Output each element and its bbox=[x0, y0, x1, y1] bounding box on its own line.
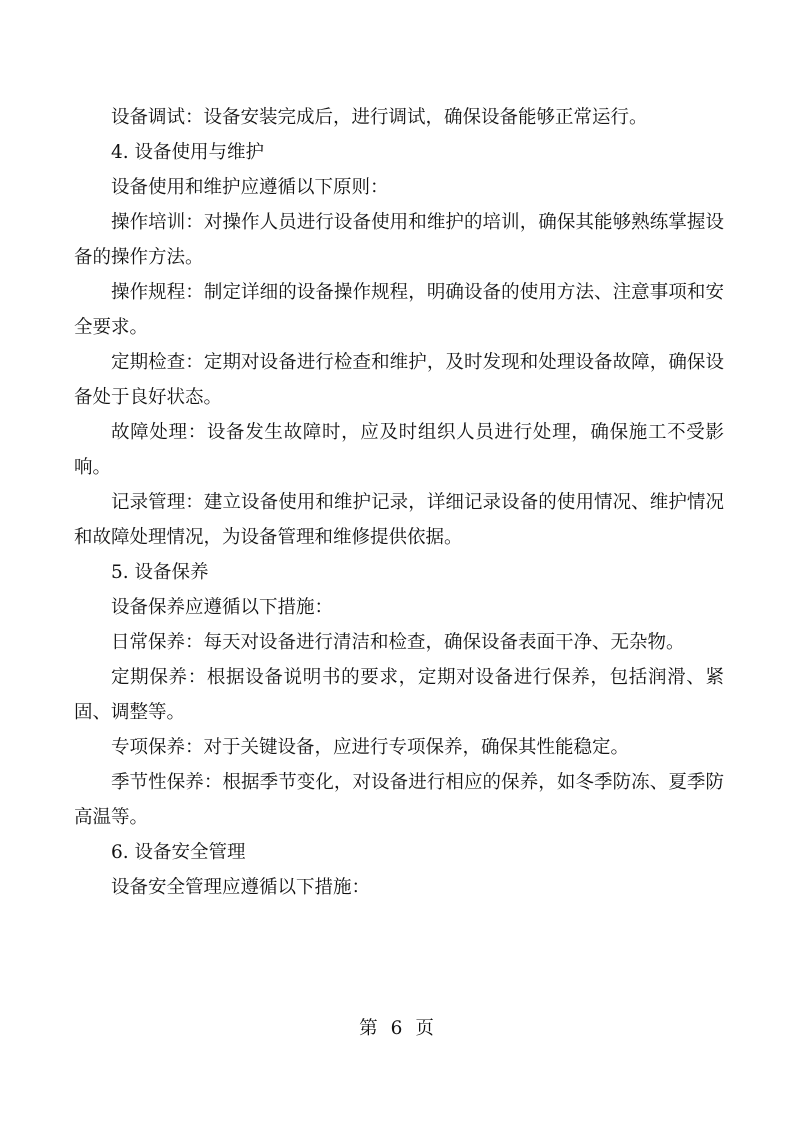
paragraph-regular-inspection: 定期检查：定期对设备进行检查和维护，及时发现和处理设备故障，确保设备处于良好状态。 bbox=[74, 352, 724, 408]
paragraph-operation-training: 操作培训：对操作人员进行设备使用和维护的培训，确保其能够熟练掌握设备的操作方法。 bbox=[74, 212, 724, 268]
section-heading-usage-maintenance: 4. 设备使用与维护 bbox=[111, 142, 265, 163]
paragraph-operation-rules: 操作规程：制定详细的设备操作规程，明确设备的使用方法、注意事项和安全要求。 bbox=[74, 282, 724, 338]
paragraph-equipment-debugging: 设备调试：设备安装完成后，进行调试，确保设备能够正常运行。 bbox=[111, 107, 648, 128]
body-text bbox=[74, 100, 724, 905]
paragraph-scheduled-maintenance: 定期保养：根据设备说明书的要求，定期对设备进行保养，包括润滑、紧固、调整等。 bbox=[74, 667, 724, 723]
page-footer bbox=[0, 1014, 793, 1044]
paragraph-record-management: 记录管理：建立设备使用和维护记录，详细记录设备的使用情况、维护情况和故障处理情况，为设备管理和维修提供依据。 bbox=[74, 492, 724, 548]
section-heading-safety-management: 6. 设备安全管理 bbox=[111, 842, 246, 863]
paragraph-safety-intro: 设备安全管理应遵循以下措施： bbox=[111, 877, 371, 898]
paragraph-fault-handling: 故障处理：设备发生故障时，应及时组织人员进行处理，确保施工不受影响。 bbox=[74, 422, 724, 478]
paragraph-daily-maintenance: 日常保养：每天对设备进行清洁和检查，确保设备表面干净、无杂物。 bbox=[111, 632, 685, 653]
paragraph-maintenance-intro: 设备保养应遵循以下措施： bbox=[111, 597, 334, 618]
paragraph-usage-principles-intro: 设备使用和维护应遵循以下原则： bbox=[111, 177, 389, 198]
page-number: 6 bbox=[390, 1018, 403, 1039]
page-label-suffix: 页 bbox=[415, 1018, 434, 1039]
section-heading-maintenance: 5. 设备保养 bbox=[111, 562, 209, 583]
paragraph-special-maintenance: 专项保养：对于关键设备，应进行专项保养，确保其性能稳定。 bbox=[111, 737, 630, 758]
paragraph-seasonal-maintenance: 季节性保养：根据季节变化，对设备进行相应的保养，如冬季防冻、夏季防高温等。 bbox=[74, 772, 724, 828]
page-label-prefix: 第 bbox=[359, 1018, 378, 1039]
